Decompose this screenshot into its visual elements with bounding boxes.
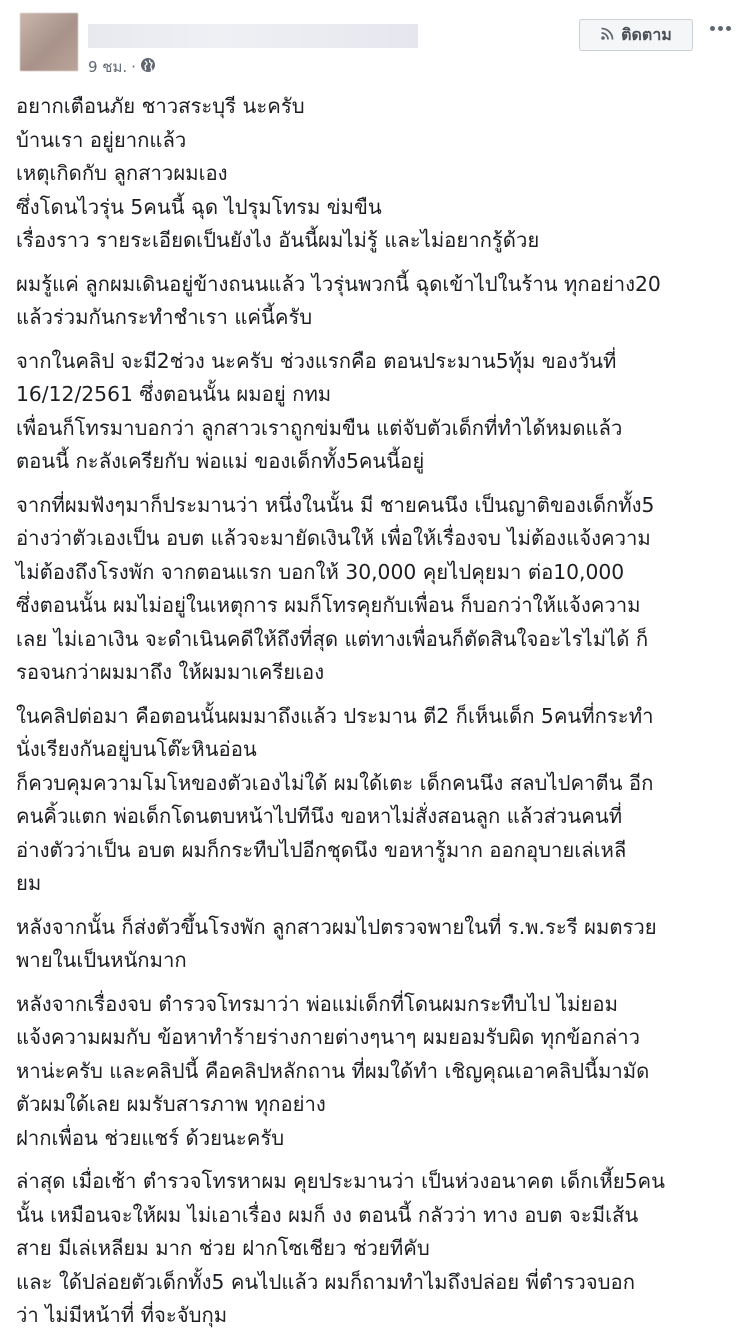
meta-separator: · [131,58,136,76]
rss-icon [600,26,615,45]
post-header [0,0,740,88]
post-time[interactable]: 9 ชม. [88,58,128,76]
more-dots-icon[interactable] [706,18,734,38]
post-paragraph: จากที่ผมฟังๆมาก็ประมานว่า หนึ่งในนั้น มี ชายคนนึง เป็นญาติของเด็กทั้ง5 อ่างว่าตัวเองเป็น อบต แล้วจะมายัดเงินให้ เพื่อให้เรื่องจบ ไม่ต้องแจ้งความ ไม่ต้องถึงโรงพัก จากตอนแรก บอกให้ 30,000 คุยไปคุยมา ต่อ10,000 ซึ่งตอนนั้น ผมไม่อยู่ในเหตุการ ผมก็โทรคุยกับเพื่อน ก็บอกว่าให้แจ้งความ เลย ไม่เอาเงิน จะดำเนินคดีให้ถึงที่สุด แต่ทางเพื่อนก็ตัดสินใจอะไรไม่ได้ ก็ รอจนกว่าผมมาถึง ให้ผมมาเครียเอง [16,492,655,684]
post-paragraph: อยากเตือนภัย ชาวสระบุรี นะครับ บ้านเรา อยู่ยากแล้ว เหตุเกิดกับ ลูกสาวผมเอง ซึ่งโดนไวรุ่น 5คนนี้ ฉุด ไปรุมโทรม ข่มขืน เรื่องราว รายระเอียดเป็นยังไง อันนี้ผมไม่รู้ และไม่อยากรู้ด้วย [16,94,540,252]
post-paragraph: ในคลิปต่อมา คือตอนนั้นผมมาถึงแล้ว ประมาน ตี2 ก็เห็นเด็ก 5คนที่กระทำ นั่งเรียงกันอยู่บนโต๊ะหินอ่อน ก็ควบคุมความโมโหของตัวเองไม่ใด้ ผมใด้เตะ เด็กคนนึง สลบไปคาตีน อีก คนคิ้วแตก พ่อเด็กโดนตบหน้าไปทีนึง ขอหาไม่สั่งสอนลูก แล้วส่วนคนที่ อ่างตัวว่าเป็น อบต ผมก็กระทืบไปอีกชุดนึง ขอหารู้มาก ออกอุบายเล่เหลี ยม [16,703,654,895]
avatar[interactable] [20,13,78,71]
post-paragraph: ผมรู้แค่ ลูกผมเดินอยู่ข้างถนนแล้ว ไวรุ่นพวกนี้ ฉุดเข้าไปในร้าน ทุกอย่าง20 แล้วร่วมกันกระทำชำเรา แค่นี้ครับ [16,271,661,329]
post-body [16,90,732,1333]
post-meta [88,56,156,78]
follow-label: ติดตาม [621,24,672,44]
follow-button[interactable] [579,19,693,51]
author-name-redacted[interactable] [88,24,418,48]
post-paragraph: ล่าสุด เมื่อเช้า ตำรวจโทรหาผม คุยประมานว่า เป็นห่วงอนาคต เด็กเหี้ย5คน นั้น เหมือนจะให้ผม ไม่เอาเรื่อง ผมก็ งง ตอนนี้ กลัวว่า ทาง อบต จะมีเส้น สาย มีเล่เหลียม มาก ช่วย ฝากโซเชียว ช่วยทีคับ และ ใด้ปล่อยตัวเด็กทั้ง5 คนไปแล้ว ผมก็ถามทำไมถึงปล่อย พี่ตำรวจบอก ว่า ไม่มีหน้าที่ ที่จะจับกุม [16,1169,665,1327]
post-paragraph: หลังจากนั้น ก็ส่งตัวขึ้นโรงพัก ลูกสาวผมไปตรวจพายในที่ ร.พ.ระรี ผมตรวย พายในเป็นหนักมาก [16,914,657,972]
post-paragraph: จากในคลิป จะมี2ช่วง นะครับ ช่วงแรกคือ ตอนประมาน5ทุ้ม ของวันที่ 16/12/2561 ซึ่งตอนนั้น ผมอยู่ กทม เพื่อนก็โทรมาบอกว่า ลูกสาวเราถูกข่มขืน แต่จับตัวเด็กที่ทำได้หมดแล้ว ตอนนี้ กะลังเครียกับ พ่อแม่ ของเด็กทั้ง5คนนี้อยู่ [16,348,623,473]
globe-icon [140,57,156,77]
post-paragraph: หลังจากเรื่องจบ ตำรวจโทรมาว่า พ่อแม่เด็กที่โดนผมกระทืบไป ไม่ยอม แจ้งความผมกับ ข้อหาทำร้ายร่างกายต่างๆนาๆ ผมยอมรับผิด ทุกข้อกล่าว หาน่ะครับ และคลิปนี้ คือคลิปหลักถาน ที่ผมใด้ทำ เชิญคุณเอาคลิปนี้มามัด ตัวผมใด้เลย ผมรับสารภาพ ทุกอย่าง ฝากเพื่อน ช่วยแชร์ ด้วยนะครับ [16,991,650,1150]
